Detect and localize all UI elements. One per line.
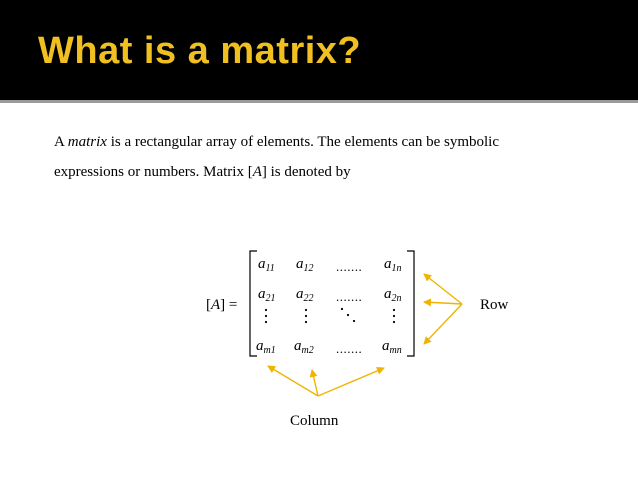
body-line-1: A matrix is a rectangular array of elements. The elements can be symbolic <box>54 134 500 150</box>
entry-amn: $a_{mn}$ <box>382 338 402 356</box>
entry-a12: $a_{12}$ <box>296 256 314 274</box>
entry-hdots-2: ....... <box>336 289 363 304</box>
entry-a21: $a_{21}$ <box>258 286 276 304</box>
matrix-lhs: [A] = <box>206 297 238 313</box>
entry-a2n: $a_{2n}$ <box>384 286 402 304</box>
slide-title: What is a matrix? <box>38 30 362 72</box>
body-line-2: expressions or numbers. Matrix [A] is denoted by <box>54 164 351 180</box>
entry-am1: $a_{m1}$ <box>256 338 276 356</box>
entry-a11: $a_{11}$ <box>258 256 275 274</box>
entry-am2: $a_{m2}$ <box>294 338 314 356</box>
entry-hdots-m: ....... <box>336 341 363 356</box>
row-label: Row <box>480 297 509 313</box>
entry-hdots-1: ....... <box>336 259 363 274</box>
entry-a1n: $a_{1n}$ <box>384 256 402 274</box>
column-label: Column <box>290 413 339 429</box>
entry-a22: $a_{22}$ <box>296 286 314 304</box>
